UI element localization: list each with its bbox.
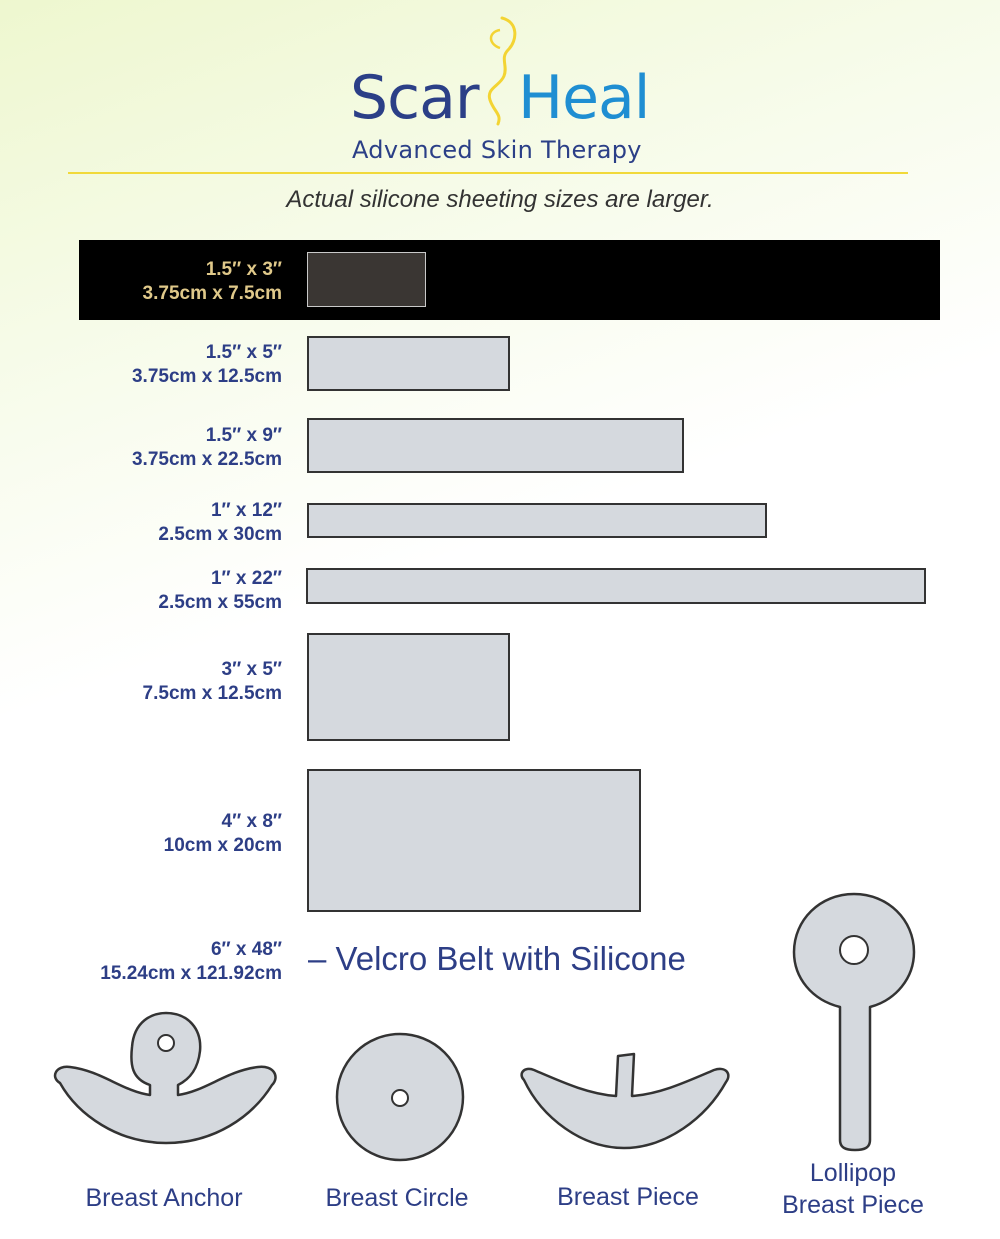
size-cm: 10cm x 20cm: [163, 835, 282, 856]
size-label: [143, 658, 282, 706]
size-cm: 3.75cm x 7.5cm: [142, 283, 282, 304]
size-cm: 7.5cm x 12.5cm: [142, 683, 282, 704]
shape-label-lollipop-breast-piece: [752, 1157, 954, 1221]
logo-brand-scar: Scar: [350, 63, 479, 133]
size-cm: 2.5cm x 55cm: [158, 592, 282, 613]
lollipop-breast-piece-shape: [790, 890, 920, 1152]
size-inches: 4″ x 8″: [221, 811, 282, 832]
size-cm: 3.75cm x 22.5cm: [131, 449, 282, 470]
header-divider: [68, 172, 908, 174]
sheet-sample: [306, 568, 926, 604]
sheet-sample: [307, 633, 510, 741]
size-inches: 6″ x 48″: [210, 939, 282, 960]
size-label: [158, 499, 282, 547]
breast-circle-shape: [333, 1030, 467, 1164]
shape-label-breast-anchor: Breast Anchor: [85, 1184, 243, 1212]
shape-label-line: Lollipop: [809, 1159, 897, 1187]
sheet-sample: [307, 252, 426, 307]
size-cm: 15.24cm x 121.92cm: [100, 963, 282, 984]
velcro-belt-description: – Velcro Belt with Silicone: [308, 940, 686, 977]
sheet-sample: [307, 418, 684, 473]
size-label: [132, 341, 282, 389]
size-label: [143, 258, 282, 306]
shape-label-breast-circle: Breast Circle: [325, 1184, 469, 1212]
shape-label-line: Breast Piece: [782, 1191, 924, 1219]
size-inches: 1.5″ x 5″: [205, 342, 282, 363]
size-label: [158, 567, 282, 615]
size-inches: 3″ x 5″: [221, 659, 282, 680]
logo-tagline: Advanced Skin Therapy: [352, 136, 642, 164]
page-subtitle: Actual silicone sheeting sizes are larger.: [286, 186, 714, 213]
size-inches: 1″ x 22″: [210, 568, 282, 589]
sheet-sample: [307, 503, 767, 538]
size-cm: 3.75cm x 12.5cm: [131, 366, 282, 387]
size-inches: 1.5″ x 3″: [205, 259, 282, 280]
size-label: [100, 938, 282, 986]
sheet-sample: [307, 769, 641, 912]
size-inches: 1.5″ x 9″: [205, 425, 282, 446]
shape-label-breast-piece: Breast Piece: [557, 1183, 699, 1211]
size-label: [132, 424, 282, 472]
size-inches: 1″ x 12″: [210, 500, 282, 521]
size-cm: 2.5cm x 30cm: [158, 524, 282, 545]
size-label: [164, 810, 282, 858]
breast-piece-shape: [516, 1048, 734, 1158]
breast-anchor-shape: [50, 1005, 282, 1155]
sheet-sample: [307, 336, 510, 391]
logo-brand-heal: Heal: [518, 63, 650, 133]
